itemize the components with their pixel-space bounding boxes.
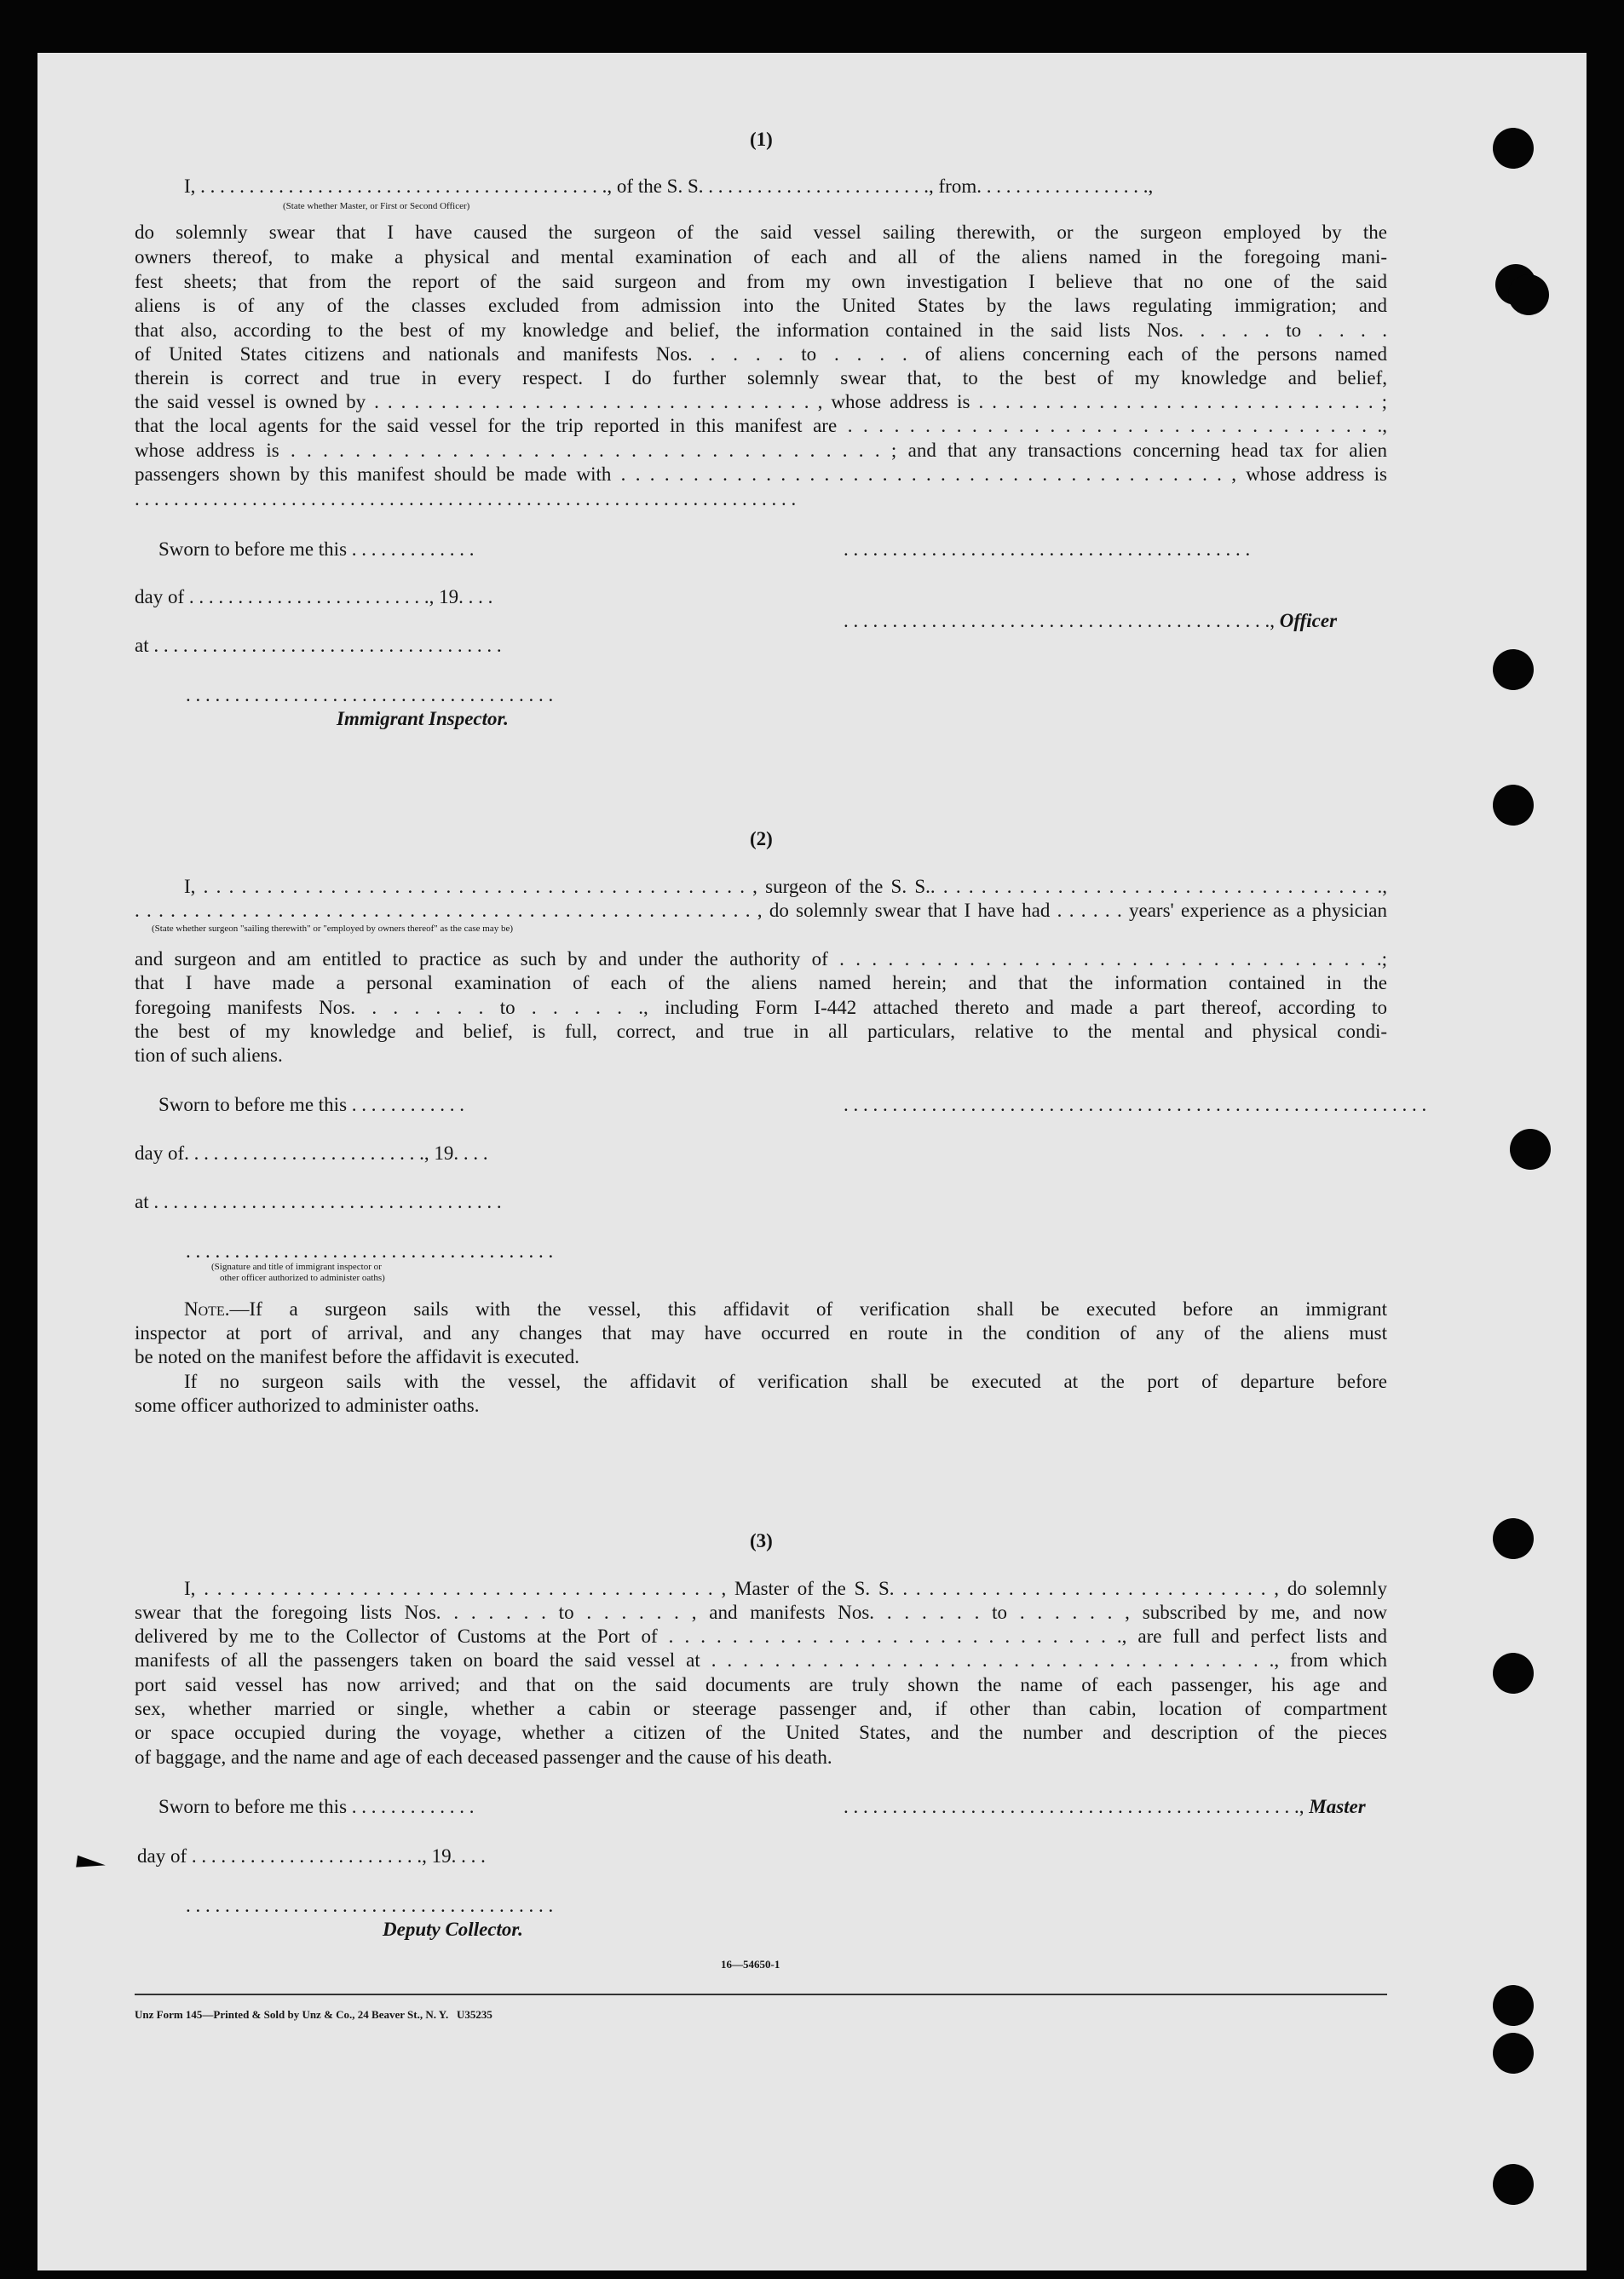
s1-paragraph-line: of United States citizens and nationals and manifests Nos. . . . . to . . . . of aliens concerning each of the persons named [135, 343, 1387, 365]
s2-signature-dots: . . . . . . . . . . . . . . . . . . . . . . . . . . . . . . . . . . . . . . [186, 1240, 554, 1262]
s3-deputy-label: Deputy Collector. [383, 1919, 523, 1940]
punch-hole [1493, 785, 1534, 826]
s3-paragraph-line: delivered by me to the Collector of Customs at the Port of . . . . . . . . . . . . . . . . . . . . . . . . . . . . ., are full and perfect lists and [135, 1626, 1387, 1647]
s1-trailing-dots: . . . . . . . . . . . . . . . . . . . . . . . . . . . . . . . . . . . . . . . . . . . . . . . . . . . . . . . . . . . . . . . . . . . . [135, 488, 797, 509]
s1-paragraph-line: therein is correct and true in every respect. I do further solemnly swear that, to the best of my knowledge and belief, [135, 367, 1387, 388]
punch-hole [1493, 2033, 1534, 2074]
punch-hole [1493, 128, 1534, 169]
section-3-heading: (3) [750, 1530, 773, 1551]
punch-hole [1493, 2164, 1534, 2205]
s1-paragraph-line: that also, according to the best of my knowledge and belief, the information contained in the said lists Nos. . . . . to . . . . [135, 319, 1387, 341]
s1-paragraph-line: owners thereof, to make a physical and mental examination of each and all of the aliens named in the foregoing mani- [135, 246, 1387, 268]
footer-rule [135, 1994, 1387, 1995]
s1-line1-from: , from. . . . . . . . . . . . . . . . . ., [929, 176, 1154, 197]
s1-paragraph-line: fest sheets; that from the report of the said surgeon and from my own investigation I believe that no one of the said [135, 271, 1387, 292]
s1-officer-line [844, 609, 1337, 633]
s1-sworn: Sworn to before me this . . . . . . . . . . . . . [158, 538, 475, 560]
s2-at: at . . . . . . . . . . . . . . . . . . . . . . . . . . . . . . . . . . . . [135, 1191, 502, 1212]
s1-paragraph-line: aliens is of any of the classes excluded from admission into the United States by the laws regulating immigration; and [135, 295, 1387, 316]
s1-paragraph-line: that the local agents for the said vessel for the trip reported in this manifest are . . . . . . . . . . . . . . . . . . . . . . . . . . . . . . . . . . ., [135, 415, 1387, 436]
punch-hole [1510, 1129, 1551, 1170]
s2-paragraph-line: and surgeon and am entitled to practice as such by and under the authority of . . . . . . . . . . . . . . . . . . . . . . . . . . . . . . . . . .; [135, 948, 1387, 970]
s2-note2: If no surgeon sails with the vessel, the affidavit of verification shall be executed at the port of departure before [184, 1371, 1387, 1392]
s1-officer-dots: . . . . . . . . . . . . . . . . . . . . . . . . . . . . . . . . . . . . . . . . . . . ., [844, 610, 1275, 631]
s2-paragraph-line: that I have made a personal examination of each of the aliens named herein; and that the information contained in the [135, 972, 1387, 993]
s3-paragraph-line: or space occupied during the voyage, whether a citizen of the United States, and the number and description of the pieces [135, 1722, 1387, 1743]
s2-line1: I, . . . . . . . . . . . . . . . . . . . . . . . . . . . . . . . . . . . . . . . . . . . , surgeon of the S. S.. . . . . . . . . . . . . . . . . . . . . . . . . . . . . . . . . . . ., [184, 876, 1387, 897]
s3-paragraph-line: sex, whether married or single, whether a cabin or steerage passenger and, if other than cabin, location of compartment [135, 1698, 1387, 1719]
s3-day: day of . . . . . . . . . . . . . . . . . . . . . . . ., 19. . . . [137, 1845, 486, 1867]
s2-sworn-dots: . . . . . . . . . . . . . . . . . . . . . . . . . . . . . . . . . . . . . . . . . . . . . . . . . . . . . . . . . . . . [844, 1094, 1427, 1115]
s2-note-last: be noted on the manifest before the affidavit is executed. [135, 1346, 579, 1367]
s1-line1-ship: , of the S. S. . . . . . . . . . . . . . . . . . . . . . . . [607, 176, 930, 197]
note-label: Note. [184, 1298, 230, 1320]
punch-hole [1493, 649, 1534, 690]
s2-paragraph-last: tion of such aliens. [135, 1045, 283, 1066]
punch-hole [1493, 1653, 1534, 1694]
s2-hint: (State whether surgeon "sailing therewith" or "employed by owners thereof" as the case may be) [152, 924, 514, 934]
s2-line2: . . . . . . . . . . . . . . . . . . . . . . . . . . . . . . . . . . . . . . . . . . . . . . . . . . . . , do solemnly swear that I have had . . . . . . years' experience as a physician [135, 900, 1387, 921]
footer-imprint: Unz Form 145—Printed & Sold by Unz & Co., 24 Beaver St., N. Y. U35235 [135, 2008, 492, 2021]
form-code: 16—54650-1 [721, 1958, 780, 1971]
s3-paragraph-last: of baggage, and the name and age of each deceased passenger and the cause of his death. [135, 1747, 832, 1768]
s1-at: at . . . . . . . . . . . . . . . . . . . . . . . . . . . . . . . . . . . . [135, 635, 502, 656]
s2-sworn: Sworn to before me this . . . . . . . . . . . . [158, 1094, 465, 1115]
s3-master-dots: . . . . . . . . . . . . . . . . . . . . . . . . . . . . . . . . . . . . . . . . . . . . . . ., [844, 1796, 1304, 1817]
s2-note2-last: some officer authorized to administer oaths. [135, 1395, 480, 1416]
s1-inspector-label: Immigrant Inspector. [337, 708, 509, 729]
s2-paragraph-line: the best of my knowledge and belief, is full, correct, and true in all particulars, relative to the mental and physical condi- [135, 1021, 1387, 1042]
s1-paragraph-line: do solemnly swear that I have caused the surgeon of the said vessel sailing therewith, or the surgeon employed by the [135, 222, 1387, 243]
s2-paragraph-line: foregoing manifests Nos. . . . . . . to . . . . . ., including Form I-442 attached thereto and made a part thereof, according to [135, 997, 1387, 1018]
s2-note-line [184, 1298, 1387, 1321]
s1-hint: (State whether Master, or First or Second Officer) [283, 201, 470, 211]
punch-hole [1508, 274, 1549, 315]
punch-hole [1493, 1985, 1534, 2026]
section-1-heading: (1) [750, 129, 773, 150]
s1-paragraph-line: the said vessel is owned by . . . . . . . . . . . . . . . . . . . . . . . . . . . . . . . . . , whose address is . . . . . . . . . . . . . . . . . . . . . . . . . . . . . . ; [135, 391, 1387, 412]
s2-note-line: inspector at port of arrival, and any changes that may have occurred en route in the condition of any of the aliens must [135, 1322, 1387, 1344]
s3-deputy-dots: . . . . . . . . . . . . . . . . . . . . . . . . . . . . . . . . . . . . . . [186, 1895, 554, 1916]
s1-line1-i: I, . . . . . . . . . . . . . . . . . . . . . . . . . . . . . . . . . . . . . . . . . . [184, 176, 608, 197]
s2-signature-hint-1: (Signature and title of immigrant inspector or [211, 1262, 382, 1272]
s3-paragraph-line: manifests of all the passengers taken on board the said vessel at . . . . . . . . . . . . . . . . . . . . . . . . . . . . . . . . . . . ., from which [135, 1649, 1387, 1671]
s2-signature-hint-2: other officer authorized to administer oaths) [220, 1273, 385, 1283]
s2-note-text: —If a surgeon sails with the vessel, this affidavit of verification shall be executed before an immigrant [229, 1298, 1387, 1320]
section-2-heading: (2) [750, 828, 773, 849]
s1-line1-name [184, 175, 1153, 199]
s1-signature-dots: . . . . . . . . . . . . . . . . . . . . . . . . . . . . . . . . . . . . . . . . . . [844, 538, 1251, 560]
s1-paragraph-line: passengers shown by this manifest should be made with . . . . . . . . . . . . . . . . . . . . . . . . . . . . . . . . . . . . . . . . . . , whose address is [135, 463, 1387, 485]
punch-hole [1493, 1518, 1534, 1559]
s3-master-label: Master [1309, 1796, 1366, 1817]
s1-officer-label: Officer [1279, 610, 1338, 631]
s2-day: day of. . . . . . . . . . . . . . . . . . . . . . . . ., 19. . . . [135, 1142, 488, 1164]
s1-day: day of . . . . . . . . . . . . . . . . . . . . . . . . ., 19. . . . [135, 586, 493, 607]
s3-paragraph-line: I, . . . . . . . . . . . . . . . . . . . . . . . . . . . . . . . . . . . . . . . , Master of the S. S. . . . . . . . . . . . . . . . . . . . . . . . . . . . . , do solemnly [184, 1578, 1387, 1599]
s3-sworn: Sworn to before me this . . . . . . . . . . . . . [158, 1796, 475, 1817]
s1-inspector-dots: . . . . . . . . . . . . . . . . . . . . . . . . . . . . . . . . . . . . . . [186, 684, 554, 705]
s3-master-line [844, 1795, 1366, 1819]
s3-paragraph-line: swear that the foregoing lists Nos. . . . . . . to . . . . . . , and manifests Nos. . . . . . . to . . . . . . , subscribed by me, and now [135, 1602, 1387, 1623]
s1-paragraph-line: whose address is . . . . . . . . . . . . . . . . . . . . . . . . . . . . . . . . . . . . . ; and that any transactions concerning head tax for alien [135, 440, 1387, 461]
s3-paragraph-line: port said vessel has now arrived; and that on the said documents are truly shown the name of each passenger, his age and [135, 1674, 1387, 1695]
